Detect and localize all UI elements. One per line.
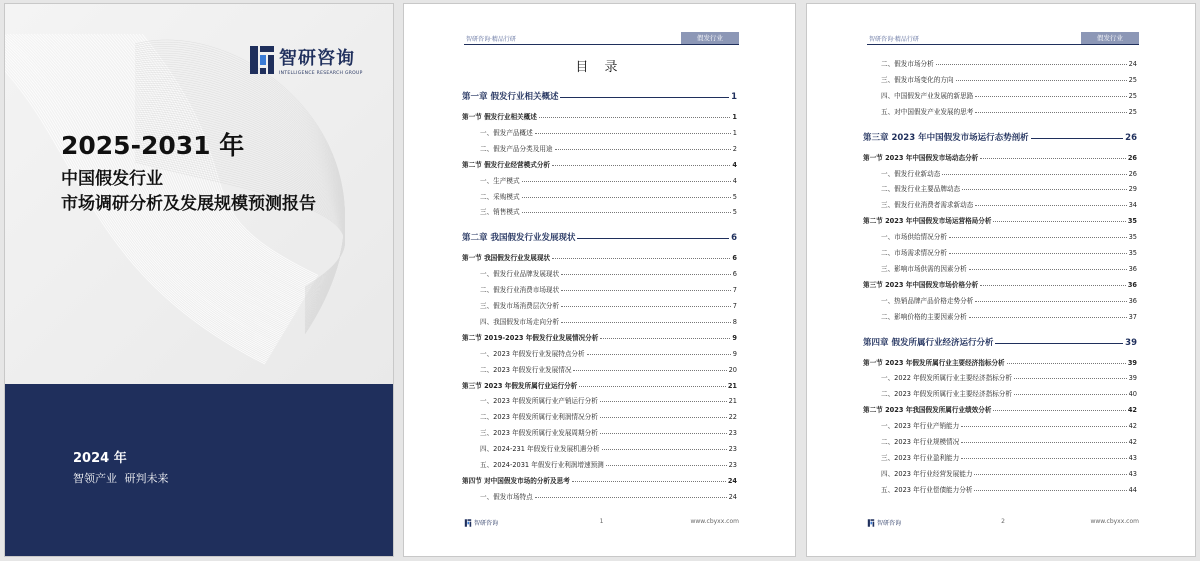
footer-logo-text: 智研咨询: [877, 520, 902, 527]
toc-entry-page: 25: [1128, 75, 1137, 84]
toc-entry-label: 四、中国假发产业发展的新思路: [881, 91, 974, 100]
toc-entry-label: 第四章 假发所属行业经济运行分析: [863, 337, 994, 348]
toc-subsection-entry[interactable]: [480, 284, 737, 294]
toc-entry-label: 一、假发行业品牌发展现状: [480, 270, 560, 279]
toc-title: 目 录: [575, 60, 624, 75]
toc-leader-dots: [949, 237, 1127, 238]
toc-subsection-entry[interactable]: [480, 348, 737, 358]
cover-report-year: 2024 年: [73, 451, 127, 466]
toc-leader-dots: [974, 474, 1126, 475]
toc-subsection-entry[interactable]: [881, 58, 1137, 68]
page-header: [464, 32, 739, 45]
toc-entry-label: 二、2023 年假发所属行业利润情况分析: [480, 413, 598, 422]
toc-entry-page: 20: [728, 365, 737, 374]
toc-subsection-entry[interactable]: [881, 388, 1137, 398]
footer-url[interactable]: www.cbyxx.com: [1090, 518, 1139, 525]
toc-entry-label: 五、2023 年行业偿债能力分析: [881, 485, 973, 494]
toc-entry-label: 一、生产模式: [480, 176, 520, 185]
toc-entry-label: 第二节 2023 年中国假发市场运营格局分析: [863, 217, 992, 226]
toc-entry-page: 40: [1128, 390, 1137, 399]
toc-entry-page: 43: [1128, 453, 1137, 462]
footer-url[interactable]: www.cbyxx.com: [690, 518, 739, 525]
toc-leader-dots: [600, 417, 727, 418]
toc-entry-label: 第一节 2023 年中国假发市场动态分析: [863, 153, 979, 162]
toc-entry-page: 6: [732, 254, 737, 263]
toc-entry-page: 6: [731, 233, 737, 244]
toc-entry-label: 一、假发产品概述: [480, 128, 533, 137]
toc-entry-page: 35: [1127, 217, 1137, 226]
toc-leader-dots: [522, 181, 731, 182]
toc-entry-label: 三、假发市场变化的方向: [881, 75, 954, 84]
toc-section-entry[interactable]: [863, 357, 1137, 367]
toc-entry-label: 一、热销品牌产品价格走势分析: [881, 296, 974, 305]
toc-leader-dots: [974, 490, 1126, 491]
toc-subsection-entry[interactable]: [881, 372, 1137, 382]
toc-page-2: [806, 3, 1196, 557]
toc-leader-dots: [539, 117, 731, 118]
toc-leader-dots: [942, 174, 1126, 175]
toc-section-entry[interactable]: [863, 279, 1137, 289]
toc-entry-page: 21: [728, 397, 737, 406]
toc-leader-dots: [602, 449, 727, 450]
toc-entry-page: 24: [728, 492, 737, 501]
toc-subsection-entry[interactable]: [480, 364, 737, 374]
toc-subsection-entry[interactable]: [480, 443, 737, 453]
toc-subsection-entry[interactable]: [881, 168, 1137, 178]
toc-entry-label: 二、假发行业消费市场现状: [480, 286, 560, 295]
toc-subsection-entry[interactable]: [480, 316, 737, 326]
toc-subsection-entry[interactable]: [881, 311, 1137, 321]
toc-entry-page: 4: [732, 176, 737, 185]
toc-entry-page: 39: [1127, 358, 1137, 367]
toc-subsection-entry[interactable]: [480, 427, 737, 437]
toc-subsection-entry[interactable]: [881, 183, 1137, 193]
toc-subsection-entry[interactable]: [881, 90, 1137, 100]
toc-entry-label: 二、采购模式: [480, 192, 520, 201]
toc-entry-page: 37: [1128, 312, 1137, 321]
toc-entry-page: 7: [732, 302, 737, 310]
page-footer: [867, 518, 1139, 528]
toc-leader-dots: [572, 481, 726, 482]
toc-chapter-entry[interactable]: [863, 336, 1137, 348]
toc-leader-dots: [1031, 138, 1124, 139]
toc-subsection-entry[interactable]: [480, 127, 737, 137]
cover-logo: [249, 44, 363, 76]
toc-entry-page: 23: [728, 461, 737, 469]
toc-leader-dots: [561, 290, 731, 291]
toc-entry-page: 36: [1128, 296, 1137, 305]
page-number: 2: [1001, 518, 1005, 525]
toc-leader-dots: [535, 497, 727, 498]
toc-subsection-entry[interactable]: [881, 199, 1137, 209]
toc-entry-page: 26: [1128, 169, 1137, 178]
toc-entry-page: 9: [732, 333, 737, 342]
toc-entry-page: 23: [728, 429, 737, 438]
toc-section-entry[interactable]: [462, 111, 737, 121]
toc-leader-dots: [522, 212, 731, 213]
toc-leader-dots: [961, 458, 1126, 459]
cover-title-line1: 中国假发行业: [61, 169, 163, 189]
toc-entry-page: 25: [1128, 107, 1137, 116]
toc-leader-dots: [969, 269, 1127, 270]
toc-subsection-entry[interactable]: [881, 247, 1137, 257]
toc-section-entry[interactable]: [863, 152, 1137, 162]
toc-subsection-entry[interactable]: [480, 395, 737, 405]
toc-subsection-entry[interactable]: [881, 452, 1137, 462]
toc-leader-dots: [555, 149, 731, 150]
toc-entry-page: 4: [732, 160, 737, 169]
toc-entry-label: 一、2023 年行业产销能力: [881, 422, 960, 431]
toc-leader-dots: [561, 306, 731, 307]
toc-leader-dots: [1014, 378, 1127, 379]
toc-entry-page: 1: [732, 128, 737, 137]
toc-leader-dots: [949, 253, 1127, 254]
toc-entry-label: 三、假发市场消费层次分析: [480, 302, 560, 310]
toc-chapter-entry[interactable]: [462, 231, 737, 243]
toc-leader-dots: [1014, 394, 1127, 395]
toc-entry-label: 一、市场供给情况分析: [881, 233, 947, 242]
header-tag: 假发行业: [681, 32, 739, 44]
toc-leader-dots: [995, 343, 1123, 344]
toc-page-1: [403, 3, 796, 557]
toc-entry-label: 三、假发行业消费者需求新动态: [881, 201, 974, 210]
toc-leader-dots: [975, 301, 1126, 302]
toc-entry-label: 第二章 我国假发行业发展现状: [462, 233, 576, 244]
toc-subsection-entry[interactable]: [881, 295, 1137, 305]
toc-entry-label: 四、2023 年行业经营发展能力: [881, 469, 973, 478]
toc-entry-page: 35: [1128, 249, 1137, 257]
toc-subsection-entry[interactable]: [480, 491, 737, 501]
header-brand: 智研咨询·精品行研: [466, 36, 516, 43]
cover-page: [4, 3, 394, 557]
toc-entry-page: 1: [731, 92, 737, 102]
toc-entry-label: 一、2023 年假发行业发展特点分析: [480, 349, 585, 358]
cover-title-line2: 市场调研分析及发展规模预测报告: [61, 194, 316, 214]
toc-leader-dots: [975, 112, 1126, 113]
toc-leader-dots: [522, 197, 731, 198]
toc-leader-dots: [561, 322, 731, 323]
toc-leader-dots: [560, 97, 729, 98]
toc-subsection-entry[interactable]: [480, 300, 737, 310]
toc-subsection-entry[interactable]: [881, 106, 1137, 116]
toc-entry-page: 43: [1128, 469, 1137, 478]
toc-entry-page: 42: [1128, 422, 1137, 431]
toc-section-entry[interactable]: [462, 332, 737, 342]
toc-leader-dots: [993, 221, 1125, 222]
toc-leader-dots: [600, 338, 730, 339]
toc-entry-label: 二、假发产品分类及用途: [480, 144, 553, 153]
toc-leader-dots: [975, 205, 1126, 206]
toc-chapter-entry[interactable]: [863, 131, 1137, 143]
cover-year-range: 2025-2031 年: [61, 131, 245, 160]
toc-subsection-entry[interactable]: [480, 268, 737, 278]
toc-subsection-entry[interactable]: [480, 411, 737, 421]
toc-leader-dots: [993, 410, 1125, 411]
toc-entry-label: 一、2022 年假发所属行业主要经济指标分析: [881, 374, 1012, 383]
toc-leader-dots: [961, 426, 1126, 427]
logo-name-en: INTELLIGENCE RESEARCH GROUP: [279, 71, 363, 76]
toc-leader-dots: [980, 285, 1126, 286]
toc-entry-label: 二、2023 年假发所属行业主要经济指标分析: [881, 390, 1012, 399]
toc-leader-dots: [535, 133, 731, 134]
logo-name-cn: 智研咨询: [279, 48, 355, 69]
toc-leader-dots: [936, 64, 1127, 65]
toc-entry-page: 23: [728, 445, 737, 454]
toc-entry-label: 第二节 2019-2023 年假发行业发展情况分析: [462, 333, 599, 342]
toc-entry-label: 一、2023 年假发所属行业产销运行分析: [480, 397, 598, 406]
toc-section-entry[interactable]: [462, 380, 737, 390]
toc-section-entry[interactable]: [863, 215, 1137, 225]
toc-entry-label: 二、2023 年假发行业发展情况: [480, 365, 572, 374]
toc-entry-label: 一、假发行业新动态: [881, 169, 941, 178]
toc-entry-page: 34: [1128, 201, 1137, 210]
toc-entry-page: 39: [1128, 374, 1137, 383]
toc-entry-label: 四、2024-231 年假发行业发展机遇分析: [480, 445, 600, 454]
toc-leader-dots: [980, 158, 1126, 159]
toc-entry-label: 三、销售模式: [480, 208, 520, 217]
toc-entry-label: 第二节 假发行业经营模式分析: [462, 160, 551, 169]
toc-entry-page: 36: [1127, 280, 1137, 289]
toc-entry-page: 7: [732, 286, 737, 295]
toc-entry-label: 第三节 2023 年假发所属行业运行分析: [462, 381, 578, 390]
toc-subsection-entry[interactable]: [480, 175, 737, 185]
toc-leader-dots: [962, 189, 1126, 190]
toc-entry-label: 第一章 假发行业相关概述: [462, 92, 559, 102]
toc-subsection-entry[interactable]: [480, 191, 737, 201]
toc-section-entry[interactable]: [462, 252, 737, 262]
toc-entry-page: 8: [732, 317, 737, 326]
page-number: 1: [599, 518, 604, 525]
toc-entry-page: 26: [1127, 153, 1137, 162]
toc-subsection-entry[interactable]: [881, 468, 1137, 478]
toc-leader-dots: [969, 317, 1127, 318]
toc-entry-page: 24: [727, 476, 737, 485]
toc-entry-label: 四、我国假发市场走向分析: [480, 317, 560, 326]
brand-logo-icon: [249, 45, 275, 75]
toc-entry-page: 9: [732, 349, 737, 358]
toc-leader-dots: [579, 386, 726, 387]
toc-entry-label: 三、2023 年行业盈利能力: [881, 453, 960, 462]
toc-entry-label: 二、假发市场分析: [881, 60, 934, 68]
toc-leader-dots: [577, 238, 729, 239]
toc-entry-label: 第四节 对中国假发市场的分析及思考: [462, 476, 570, 485]
toc-section-entry[interactable]: [462, 159, 737, 169]
toc-entry-page: 5: [732, 208, 737, 217]
toc-entry-page: 42: [1128, 438, 1137, 446]
header-brand: 智研咨询·精品行研: [869, 36, 919, 43]
toc-entry-label: 二、2023 年行业规模情况: [881, 438, 960, 446]
toc-leader-dots: [975, 96, 1126, 97]
toc-entry-page: 24: [1128, 60, 1137, 68]
toc-entry-page: 35: [1128, 233, 1137, 242]
toc-entry-label: 二、市场需求情况分析: [881, 249, 947, 257]
toc-entry-page: 2: [732, 144, 737, 153]
toc-entry-label: 第一节 假发行业相关概述: [462, 113, 537, 121]
toc-entry-label: 五、对中国假发产业发展的思考: [881, 107, 974, 116]
toc-leader-dots: [1007, 363, 1126, 364]
toc-subsection-entry[interactable]: [881, 436, 1137, 446]
cover-slogan: 智领产业 研判未来: [73, 472, 169, 485]
toc-entry-page: 22: [728, 413, 737, 422]
toc-subsection-entry[interactable]: [881, 74, 1137, 84]
toc-entry-page: 25: [1128, 91, 1137, 100]
toc-entry-page: 29: [1128, 185, 1137, 194]
toc-leader-dots: [552, 258, 730, 259]
footer-logo-text: 智研咨询: [474, 520, 499, 527]
toc-entry-label: 第三章 2023 年中国假发市场运行态势剖析: [863, 132, 1029, 143]
toc-entry-page: 44: [1128, 485, 1137, 494]
toc-entry-label: 三、2023 年假发所属行业发展周期分析: [480, 429, 598, 438]
toc-entry-page: 42: [1127, 406, 1137, 415]
header-tag: 假发行业: [1081, 32, 1139, 44]
toc-section-entry[interactable]: [462, 475, 737, 485]
toc-entry-label: 第一节 2023 年假发所属行业主要经济指标分析: [863, 358, 1005, 367]
toc-entry-page: 36: [1128, 264, 1137, 273]
toc-leader-dots: [561, 274, 731, 275]
toc-entry-page: 26: [1125, 132, 1137, 143]
toc-entry-page: 5: [732, 192, 737, 201]
toc-subsection-entry[interactable]: [480, 206, 737, 216]
toc-leader-dots: [956, 80, 1127, 81]
toc-entry-label: 一、假发市场特点: [480, 492, 533, 501]
toc-leader-dots: [600, 401, 727, 402]
toc-subsection-entry[interactable]: [480, 459, 737, 469]
toc-leader-dots: [552, 165, 730, 166]
toc-leader-dots: [573, 370, 726, 371]
toc-entry-label: 二、影响价格的主要因素分析: [881, 312, 967, 321]
toc-subsection-entry[interactable]: [881, 420, 1137, 430]
toc-subsection-entry[interactable]: [881, 231, 1137, 241]
cover-bottom-band: [5, 384, 394, 557]
toc-entry-label: 五、2024-2031 年假发行业利润增速预测: [480, 461, 604, 469]
toc-entry-label: 二、假发行业主要品牌动态: [881, 185, 961, 194]
toc-leader-dots: [587, 354, 731, 355]
toc-chapter-entry[interactable]: [462, 90, 737, 102]
toc-entry-page: 1: [732, 113, 737, 121]
toc-entry-label: 第二节 2023 年我国假发所属行业绩效分析: [863, 406, 992, 415]
page-footer: [464, 518, 739, 528]
toc-entry-page: 6: [732, 270, 737, 279]
toc-entry-label: 第三节 2023 年中国假发市场价格分析: [863, 280, 979, 289]
toc-leader-dots: [600, 433, 727, 434]
toc-subsection-entry[interactable]: [480, 143, 737, 153]
toc-entry-page: 39: [1125, 337, 1137, 348]
toc-entry-label: 第一节 我国假发行业发展现状: [462, 254, 551, 263]
toc-subsection-entry[interactable]: [881, 263, 1137, 273]
page-header: [867, 32, 1139, 45]
toc-section-entry[interactable]: [863, 404, 1137, 414]
toc-leader-dots: [961, 442, 1126, 443]
toc-entry-page: 21: [727, 381, 737, 390]
toc-leader-dots: [606, 465, 727, 466]
toc-entry-label: 三、影响市场供需的因素分析: [881, 264, 967, 273]
toc-subsection-entry[interactable]: [881, 484, 1137, 494]
